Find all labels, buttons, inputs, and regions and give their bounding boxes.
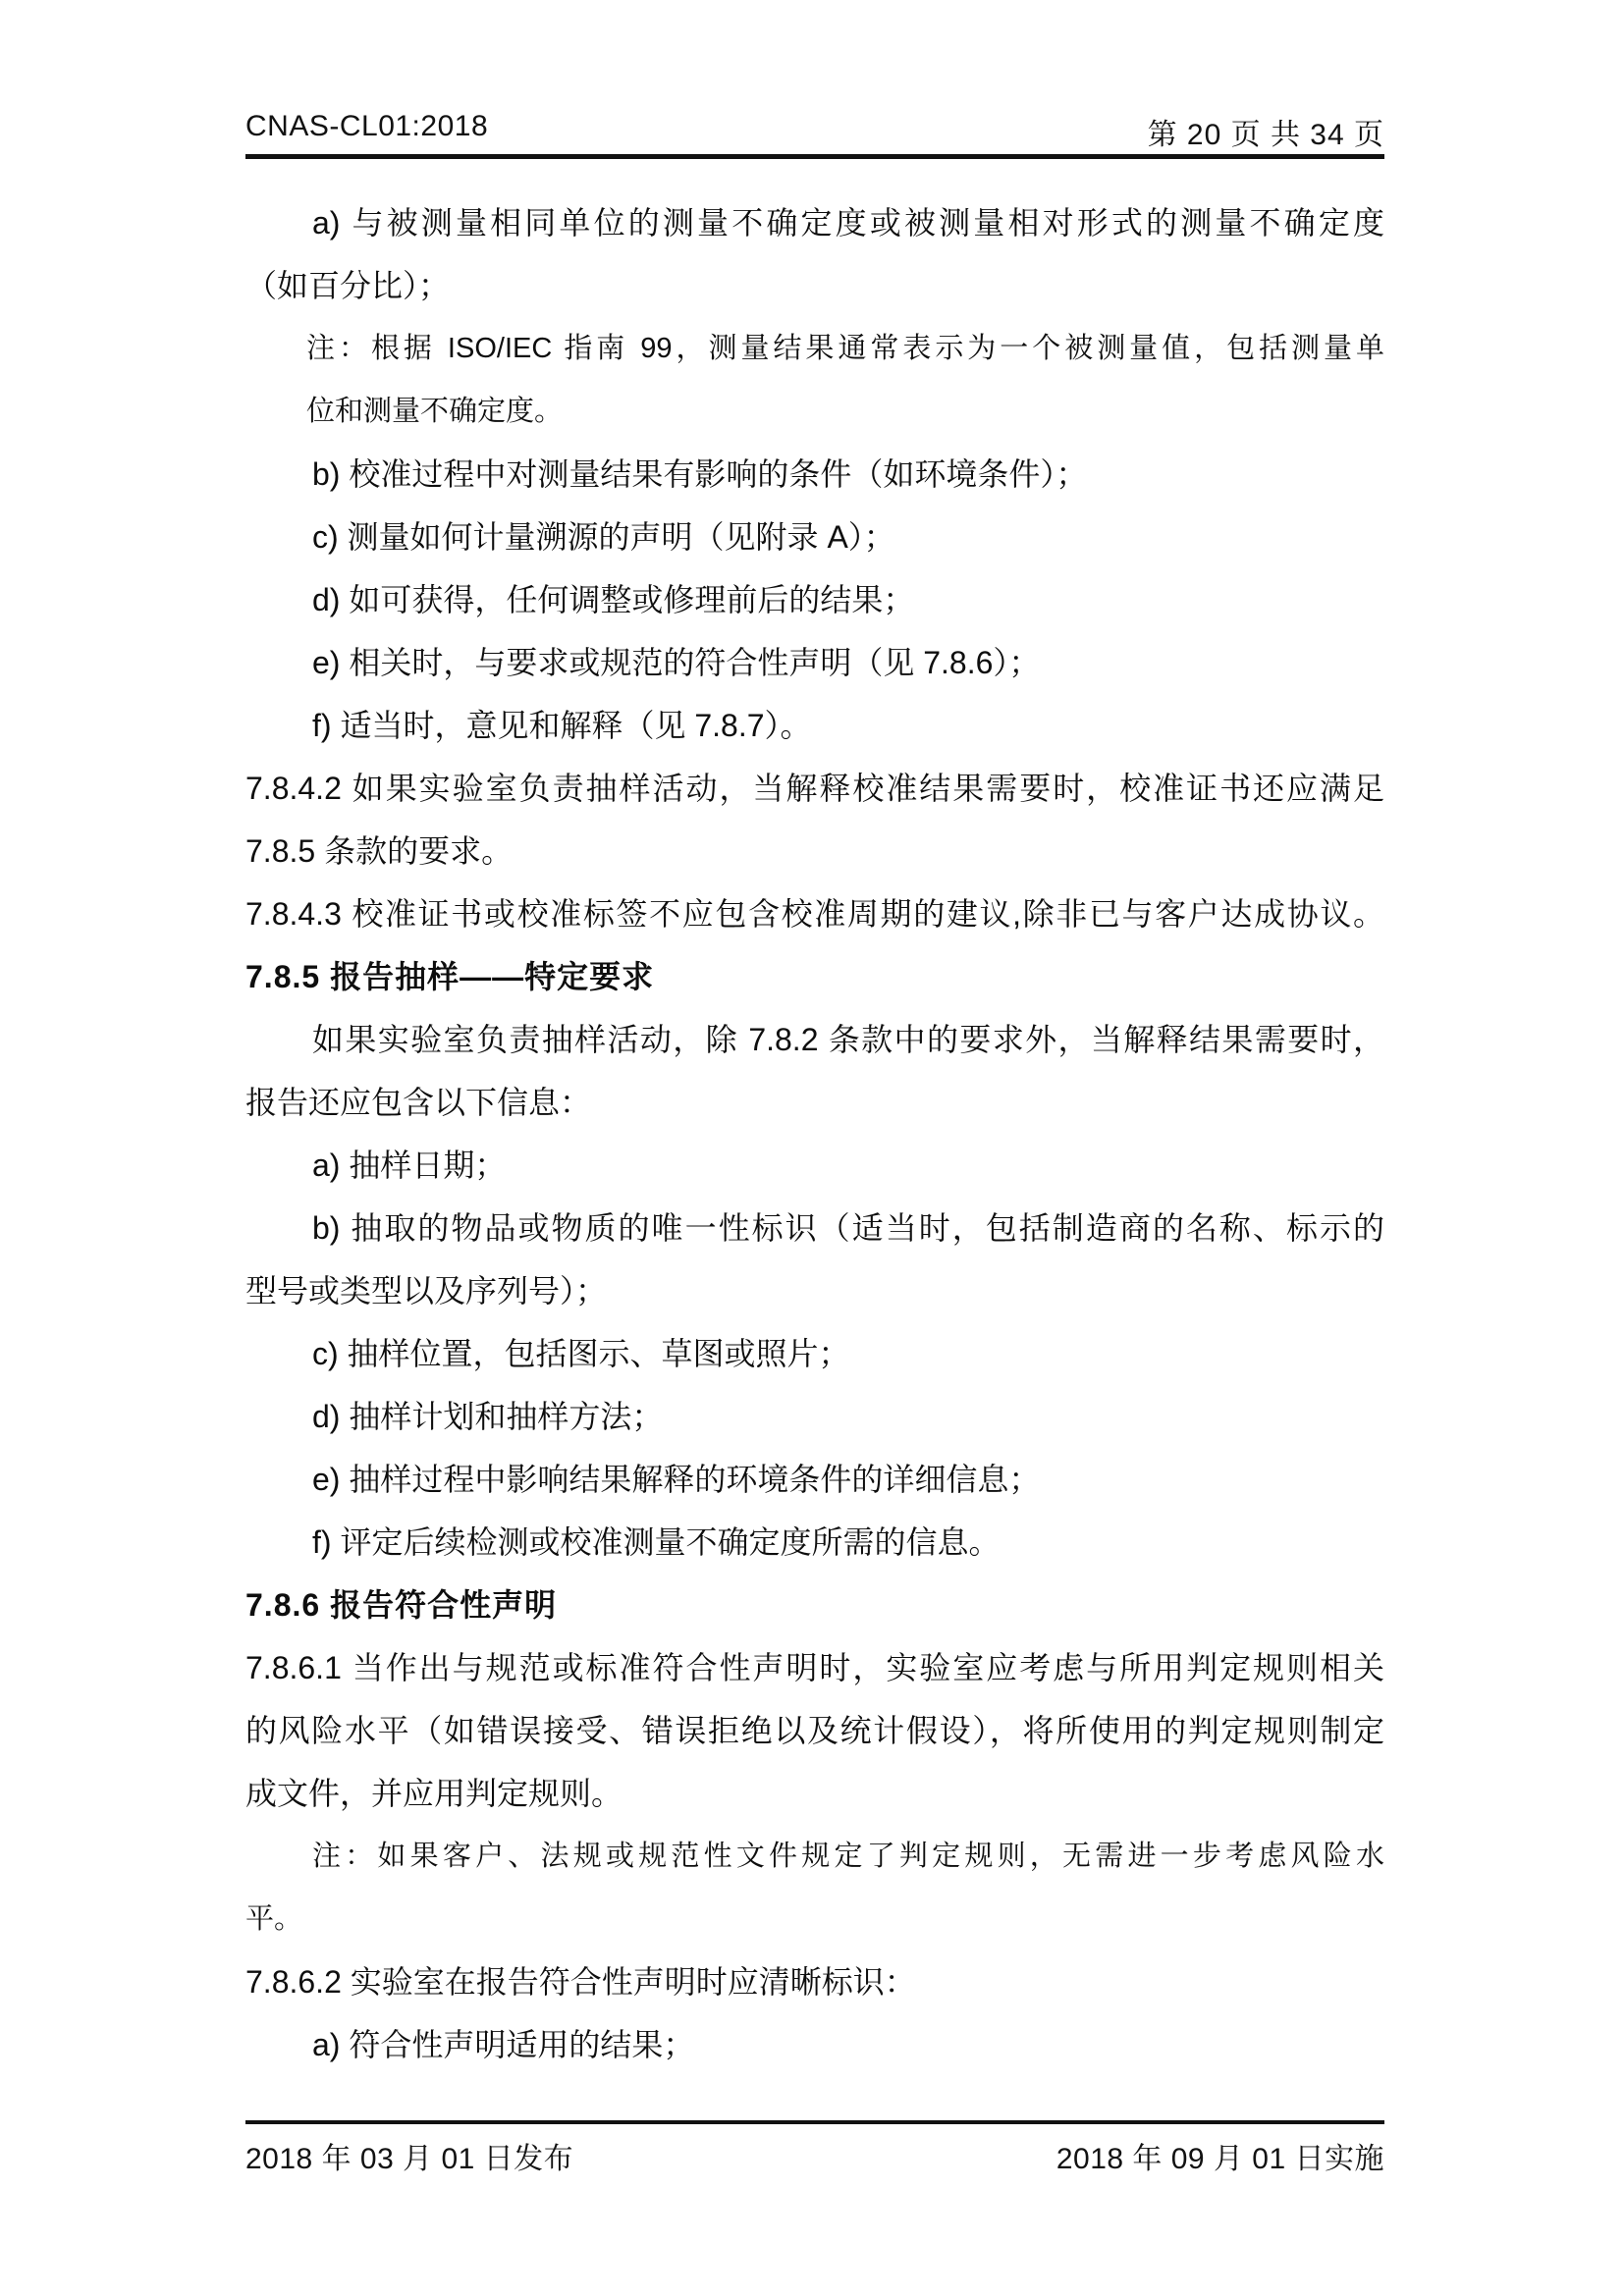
list-item-f: f) 适当时，意见和解释（见 7.8.7）。 xyxy=(312,708,812,743)
note-7861-line1: 注：如果客户、法规或规范性文件规定了判定规则，无需进一步考虑风险水 xyxy=(312,1841,1384,1872)
clause-7843: 7.8.4.3 校准证书或校准标签不应包含校准周期的建议,除非已与客户达成协议。 xyxy=(245,896,1384,932)
para-785-line1: 如果实验室负责抽样活动，除 7.8.2 条款中的要求外，当解释结果需要时， xyxy=(312,1022,1384,1057)
clause-7861-line3: 成文件，并应用判定规则。 xyxy=(245,1776,623,1811)
footer-rule xyxy=(245,2120,1384,2124)
clause-7861-line1: 7.8.6.1 当作出与规范或标准符合性声明时，实验室应考虑与所用判定规则相关 xyxy=(245,1650,1384,1685)
footer-implement-date: 2018 年 09 月 01 日实施 xyxy=(1056,2143,1384,2175)
clause-7861-line2: 的风险水平（如错误接受、错误拒绝以及统计假设），将所使用的判定规则制定 xyxy=(245,1713,1384,1748)
sampling-item-b-line1: b) 抽取的物品或物质的唯一性标识（适当时，包括制造商的名称、标示的 xyxy=(312,1210,1384,1246)
document-body xyxy=(245,191,1384,2076)
sampling-item-e: e) 抽样过程中影响结果解释的环境条件的详细信息； xyxy=(312,1462,1041,1497)
note-iso-line1: 注：根据 ISO/IEC 指南 99，测量结果通常表示为一个被测量值，包括测量单 xyxy=(306,333,1384,364)
sampling-item-f: f) 评定后续检测或校准测量不确定度所需的信息。 xyxy=(312,1524,1001,1560)
header-document-id: CNAS-CL01:2018 xyxy=(245,110,489,142)
clause-7862: 7.8.6.2 实验室在报告符合性声明时应清晰标识： xyxy=(245,1964,916,2000)
clause-7842-line1: 7.8.4.2 如果实验室负责抽样活动，当解释校准结果需要时，校准证书还应满足 xyxy=(245,771,1384,806)
heading-785: 7.8.5 报告抽样——特定要求 xyxy=(245,959,655,994)
note-iso-line2: 位和测量不确定度。 xyxy=(306,396,564,427)
heading-786: 7.8.6 报告符合性声明 xyxy=(245,1587,558,1623)
list-item-e: e) 相关时，与要求或规范的符合性声明（见 7.8.6）； xyxy=(312,645,1041,680)
footer-publish-date: 2018 年 03 月 01 日发布 xyxy=(245,2143,574,2175)
header-page-number: 第 20 页 共 34 页 xyxy=(1147,119,1384,151)
list-item-b: b) 校准过程中对测量结果有影响的条件（如环境条件）； xyxy=(312,456,1088,492)
header-rule xyxy=(245,154,1384,159)
list-item-d: d) 如可获得，任何调整或修理前后的结果； xyxy=(312,582,915,617)
list-item-a-line1: a) 与被测量相同单位的测量不确定度或被测量相对形式的测量不确定度 xyxy=(312,205,1384,240)
clause-7842-line2: 7.8.5 条款的要求。 xyxy=(245,833,514,869)
note-7861-line2: 平。 xyxy=(245,1903,303,1935)
conformity-item-a: a) 符合性声明适用的结果； xyxy=(312,2027,695,2062)
sampling-item-b-line2: 型号或类型以及序列号）； xyxy=(245,1273,608,1308)
sampling-item-c: c) 抽样位置，包括图示、草图或照片； xyxy=(312,1336,850,1371)
list-item-c: c) 测量如何计量溯源的声明（见附录 A）； xyxy=(312,519,895,555)
sampling-item-a: a) 抽样日期； xyxy=(312,1148,507,1183)
para-785-line2: 报告还应包含以下信息： xyxy=(245,1085,592,1120)
list-item-a-line2: （如百分比）； xyxy=(245,268,451,303)
sampling-item-d: d) 抽样计划和抽样方法； xyxy=(312,1399,664,1434)
